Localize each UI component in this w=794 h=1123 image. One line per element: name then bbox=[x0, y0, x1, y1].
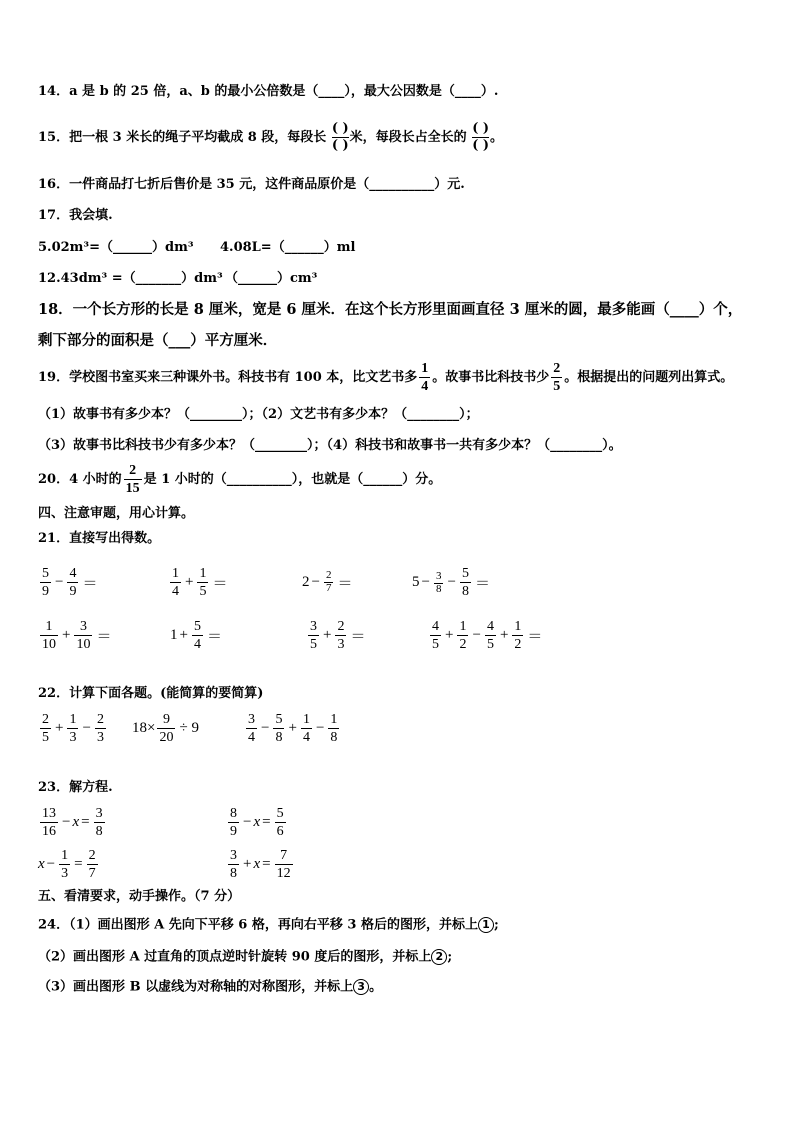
numerator: 1 bbox=[172, 566, 179, 581]
q17-a: 5.02m³=（______）dm³ bbox=[38, 240, 194, 255]
q22-expr-3 bbox=[244, 712, 341, 745]
denominator: 9 bbox=[42, 584, 49, 599]
q19-sub-1-2: （1）故事书有多少本？（________）；（2）文艺书有多少本？（________）； bbox=[38, 407, 479, 422]
fraction bbox=[328, 712, 339, 745]
denominator: 7 bbox=[88, 866, 96, 881]
fraction bbox=[273, 712, 284, 745]
fraction bbox=[457, 619, 468, 652]
numerator: 2 bbox=[42, 712, 49, 727]
variable-x: x bbox=[253, 856, 261, 872]
denominator: 7 bbox=[325, 582, 332, 594]
q22-expr-2 bbox=[132, 712, 201, 745]
denominator: 8 bbox=[95, 824, 103, 839]
numerator: 1 bbox=[61, 848, 69, 863]
fraction bbox=[40, 619, 58, 652]
numerator: 2 bbox=[553, 361, 561, 376]
numerator: 3 bbox=[310, 619, 317, 634]
fraction bbox=[512, 619, 523, 652]
denominator: 6 bbox=[276, 824, 284, 839]
operator: = bbox=[262, 856, 271, 872]
numerator: 5 bbox=[461, 566, 469, 581]
q16-text: 16．一件商品打七折后售价是 35 元，这件商品原价是（__________）元. bbox=[38, 177, 465, 192]
numerator: 2 bbox=[88, 848, 96, 863]
q21-expr-8 bbox=[428, 619, 544, 652]
question-16 bbox=[38, 177, 465, 193]
math-token: 5 bbox=[412, 574, 420, 590]
denominator: 2 bbox=[514, 637, 522, 652]
operator: = bbox=[74, 856, 83, 872]
q21-expr-5 bbox=[38, 619, 113, 652]
q21-expr-2 bbox=[168, 566, 229, 599]
fraction bbox=[67, 712, 78, 745]
question-19 bbox=[38, 360, 733, 396]
blank-numerator: ( ) bbox=[472, 121, 490, 136]
question-20 bbox=[38, 461, 441, 499]
q22-expr-1 bbox=[38, 712, 108, 745]
operator: − bbox=[472, 627, 481, 643]
numerator: 5 bbox=[276, 806, 284, 821]
fraction bbox=[246, 712, 257, 745]
denominator: 8 bbox=[435, 582, 442, 595]
numerator: 2 bbox=[325, 569, 332, 581]
math-token: 。 bbox=[369, 979, 383, 995]
q23-equation-1 bbox=[38, 806, 107, 839]
numerator: 1 bbox=[421, 361, 429, 376]
numerator: 1 bbox=[514, 619, 522, 634]
fraction bbox=[335, 619, 346, 652]
operator: − bbox=[243, 814, 252, 830]
q18-line2: 剩下部分的面积是（___）平方厘米． bbox=[38, 332, 278, 349]
operator: ＝ bbox=[350, 629, 366, 645]
q21-expr-1 bbox=[38, 566, 99, 599]
variable-x: x bbox=[72, 814, 80, 830]
fraction bbox=[324, 570, 334, 594]
q19-pre: 19．学校图书室买来三种课外书。科技书有 100 本，比文艺书多 bbox=[38, 370, 418, 385]
denominator: 2 bbox=[459, 637, 467, 652]
blank-denominator: ( ) bbox=[472, 138, 490, 153]
q21-expr-7 bbox=[306, 619, 367, 652]
q23-equation-2 bbox=[226, 806, 288, 839]
denominator: 9 bbox=[230, 824, 237, 839]
q21-title: 21．直接写出得数。 bbox=[38, 531, 161, 546]
denominator: 3 bbox=[96, 730, 104, 745]
numerator: 3 bbox=[79, 619, 87, 634]
q24-l2-text: （2）画出图形 A 过直角的顶点逆时针旋转 90 度后的图形，并标上 bbox=[38, 949, 432, 965]
numerator: 2 bbox=[96, 712, 104, 727]
q17-d: （______）cm³ bbox=[225, 271, 318, 286]
fraction bbox=[197, 566, 208, 599]
denominator: 5 bbox=[310, 637, 317, 652]
fraction bbox=[95, 712, 106, 745]
numerator: 1 bbox=[302, 712, 310, 727]
numerator: 1 bbox=[330, 712, 338, 727]
numerator: 2 bbox=[337, 619, 345, 634]
denominator: 20 bbox=[159, 730, 174, 745]
operator: + bbox=[243, 856, 252, 872]
denominator: 4 bbox=[193, 637, 201, 652]
numerator: 8 bbox=[230, 806, 237, 821]
q24-line-3 bbox=[38, 979, 382, 996]
numerator: 1 bbox=[459, 619, 467, 634]
q15-blank-fraction-2 bbox=[472, 121, 489, 154]
operator: − bbox=[311, 573, 320, 590]
numerator: 7 bbox=[280, 848, 288, 863]
denominator: 8 bbox=[275, 730, 283, 745]
numerator: 5 bbox=[42, 566, 49, 581]
fraction bbox=[460, 566, 471, 599]
section-4-title: 四、注意审题，用心计算。 bbox=[38, 506, 195, 521]
fraction bbox=[551, 361, 562, 394]
fraction bbox=[419, 361, 430, 394]
denominator: 5 bbox=[199, 584, 207, 599]
denominator: 9 bbox=[69, 584, 77, 599]
operator: ＝ bbox=[527, 629, 543, 645]
q24-line-1 bbox=[38, 917, 499, 934]
numerator: 2 bbox=[129, 463, 137, 478]
denominator: 15 bbox=[125, 481, 140, 496]
math-token: ; bbox=[447, 949, 453, 965]
circled-number-1: 1 bbox=[478, 917, 494, 933]
q24-l3-text: （3）画出图形 B 以虚线为对称轴的对称图形，并标上 bbox=[38, 979, 354, 995]
q17-title: 17．我会填. bbox=[38, 208, 113, 223]
fraction bbox=[228, 848, 239, 881]
q17-b: 4.08L=（______）ml bbox=[220, 240, 356, 255]
operator: − bbox=[315, 720, 325, 736]
q20-pre: 20．4 小时的 bbox=[38, 472, 122, 487]
denominator: 10 bbox=[76, 637, 91, 652]
numerator: 1 bbox=[69, 712, 77, 727]
operator: ＝ bbox=[337, 575, 353, 592]
operator: = bbox=[262, 814, 271, 830]
numerator: 3 bbox=[248, 712, 255, 727]
denominator: 4 bbox=[421, 379, 429, 394]
question-14 bbox=[38, 84, 498, 100]
operator: ÷ 9 bbox=[179, 720, 199, 736]
fraction bbox=[67, 566, 78, 599]
denominator: 5 bbox=[486, 637, 494, 652]
denominator: 5 bbox=[553, 379, 561, 394]
denominator: 16 bbox=[42, 824, 56, 839]
q21-expr-6 bbox=[170, 619, 224, 652]
operator: + bbox=[445, 627, 454, 643]
operator: + bbox=[179, 627, 188, 643]
q14-text: 14．a 是 b 的 25 倍，a、b 的最小公倍数是（____），最大公因数是（____）. bbox=[38, 84, 499, 99]
denominator: 8 bbox=[230, 866, 237, 881]
numerator: 3 bbox=[95, 806, 103, 821]
denominator: 5 bbox=[42, 730, 49, 745]
q15-mid: 米，每段长占全长的 bbox=[349, 130, 467, 145]
fraction bbox=[87, 848, 98, 881]
operator: + bbox=[288, 720, 297, 736]
q15-pre: 15．把一根 3 米长的绳子平均截成 8 段，每段长 bbox=[38, 130, 327, 145]
operator: − bbox=[82, 720, 91, 736]
numerator: 1 bbox=[199, 566, 207, 581]
denominator: 8 bbox=[461, 584, 469, 599]
operator: − bbox=[421, 574, 430, 590]
denominator: 3 bbox=[337, 637, 345, 652]
operator: ＝ bbox=[82, 576, 98, 592]
operator: + bbox=[55, 720, 64, 736]
denominator: 12 bbox=[276, 866, 291, 881]
fraction bbox=[275, 806, 286, 839]
q21-expr-3 bbox=[302, 570, 354, 594]
section-5-title: 五、看清要求，动手操作。（7 分） bbox=[38, 889, 241, 904]
fraction bbox=[40, 566, 51, 599]
operator: + bbox=[499, 627, 509, 643]
denominator: 10 bbox=[42, 637, 56, 652]
q19-post: 。根据提出的问题列出算式。 bbox=[564, 370, 734, 385]
operator: + bbox=[323, 627, 332, 643]
blank-numerator: ( ) bbox=[331, 121, 349, 136]
q23-title: 23．解方程. bbox=[38, 780, 113, 795]
denominator: 4 bbox=[248, 730, 255, 745]
numerator: 9 bbox=[162, 712, 170, 727]
fraction bbox=[170, 566, 181, 599]
numerator: 3 bbox=[230, 848, 237, 863]
operator: − bbox=[62, 814, 71, 830]
question-15 bbox=[38, 120, 503, 156]
fraction bbox=[94, 806, 105, 839]
numerator: 1 bbox=[45, 619, 53, 634]
math-token: 18× bbox=[132, 720, 156, 736]
fraction bbox=[40, 806, 58, 839]
operator: ＝ bbox=[212, 576, 228, 592]
fraction bbox=[59, 848, 70, 881]
fraction bbox=[124, 463, 142, 496]
operator: − bbox=[55, 574, 64, 590]
fraction bbox=[228, 806, 239, 839]
fraction bbox=[40, 712, 51, 745]
denominator: 4 bbox=[172, 584, 179, 599]
operator: = bbox=[81, 814, 90, 830]
math-token: ; bbox=[493, 917, 499, 933]
variable-x: x bbox=[253, 814, 261, 830]
q23-equation-3 bbox=[38, 848, 100, 881]
fraction bbox=[485, 619, 496, 652]
numerator: 4 bbox=[432, 619, 439, 634]
fraction bbox=[308, 619, 319, 652]
circled-number-3: 3 bbox=[353, 979, 369, 995]
operator: + bbox=[62, 627, 71, 643]
q19-sub-3-4: （3）故事书比科技书少有多少本？（________）；（4）科技书和故事书一共有多少本？（________）。 bbox=[38, 438, 622, 453]
fraction bbox=[430, 619, 441, 652]
fraction bbox=[434, 571, 444, 595]
operator: ＝ bbox=[96, 629, 112, 645]
q22-title: 22．计算下面各题。(能简算的要简算) bbox=[38, 686, 264, 701]
fraction bbox=[301, 712, 312, 745]
q15-blank-fraction-1 bbox=[332, 121, 349, 154]
q24-l1-text: 24．（1）画出图形 A 先向下平移 6 格，再向右平移 3 格后的图形，并标上 bbox=[38, 917, 478, 933]
fraction bbox=[275, 848, 293, 881]
q20-post: 是 1 小时的（__________），也就是（______）分。 bbox=[143, 472, 442, 487]
numerator: 5 bbox=[275, 712, 283, 727]
fraction bbox=[192, 619, 203, 652]
operator: ＝ bbox=[474, 576, 490, 592]
denominator: 3 bbox=[69, 730, 77, 745]
numerator: 4 bbox=[69, 566, 77, 581]
q17-c: 12.43dm³ =（_______）dm³ bbox=[38, 271, 223, 286]
fraction bbox=[74, 619, 92, 652]
q18-line1: 18．一个长方形的长是 8 厘米，宽是 6 厘米．在这个长方形里面画直径 3 厘米的圆，最多能画（____）个， bbox=[38, 301, 743, 318]
numerator: 4 bbox=[486, 619, 494, 634]
q15-post: 。 bbox=[490, 130, 504, 145]
blank-denominator: ( ) bbox=[331, 138, 349, 153]
q19-mid: 。故事书比科技书少 bbox=[432, 370, 550, 385]
q21-expr-4 bbox=[412, 566, 492, 599]
denominator: 8 bbox=[330, 730, 338, 745]
math-token: 1 bbox=[170, 627, 178, 643]
q23-equation-4 bbox=[226, 848, 295, 881]
operator: − bbox=[261, 720, 270, 736]
operator: ＝ bbox=[206, 629, 222, 645]
circled-number-2: 2 bbox=[431, 949, 447, 965]
fraction bbox=[157, 712, 175, 745]
operator: + bbox=[185, 574, 194, 590]
numerator: 3 bbox=[435, 569, 442, 582]
denominator: 5 bbox=[432, 637, 439, 652]
variable-x: x bbox=[38, 856, 45, 872]
numerator: 13 bbox=[42, 806, 56, 821]
denominator: 4 bbox=[302, 730, 310, 745]
numerator: 5 bbox=[193, 619, 201, 634]
denominator: 3 bbox=[61, 866, 69, 881]
operator: − bbox=[46, 856, 56, 872]
operator: − bbox=[447, 574, 456, 590]
math-token: 2 bbox=[302, 573, 310, 590]
q24-line-2 bbox=[38, 949, 452, 966]
